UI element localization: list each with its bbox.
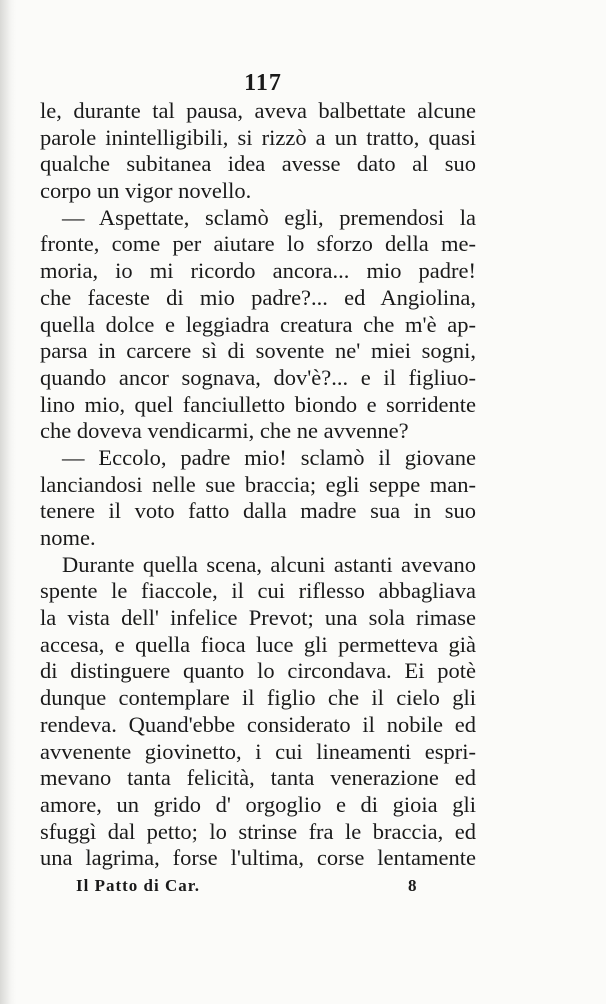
page-edge-shadow — [0, 0, 16, 1004]
text-line: avvenente giovinetto, i cui lineamenti espri- — [40, 738, 476, 764]
text-line: parole inintelligibili, si rizzò a un tratto, quasi — [40, 124, 476, 150]
page-number: 117 — [244, 70, 282, 96]
text-line: amore, un grido d' orgoglio e di gioia gli — [40, 791, 476, 817]
text-line: corpo un vigor novello. — [40, 178, 252, 204]
text-line: — Eccolo, padre mio! sclamò il giovane — [62, 444, 476, 470]
text-line: quando ancor sognava, dov'è?... e il figliuo- — [40, 364, 476, 390]
text-line: parsa in carcere sì di sovente ne' miei sogni, — [40, 338, 476, 364]
text-line: accesa, e quella fioca luce gli permetteva già — [40, 631, 476, 657]
text-line: quella dolce e leggiadra creatura che m'è ap- — [40, 311, 476, 337]
text-line: spente le fiaccole, il cui riflesso abbagliava — [40, 578, 476, 604]
text-line: moria, io mi ricordo ancora... mio padre! — [40, 258, 476, 284]
text-line: lanciandosi nelle sue braccia; egli seppe man- — [40, 471, 476, 497]
text-line: una lagrima, forse l'ultima, corse lentamente — [40, 845, 476, 871]
text-line: le, durante tal pausa, aveva balbettate alcune — [40, 98, 476, 123]
text-line: dunque contemplare il figlio che il cielo gli — [40, 685, 476, 711]
text-line: fronte, come per aiutare lo sforzo della me- — [40, 231, 476, 257]
text-line: rendeva. Quand'ebbe considerato il nobile ed — [40, 711, 476, 737]
running-title: Il Patto di Car. — [76, 876, 200, 895]
text-line: lino mio, quel fanciulletto biondo e sorridente — [40, 391, 476, 417]
text-line: Durante quella scena, alcuni astanti avevano — [62, 551, 476, 577]
text-line: qualche subitanea idea avesse dato al suo — [40, 151, 476, 177]
text-line: mevano tanta felicità, tanta venerazione ed — [40, 765, 476, 791]
signature-mark: 8 — [408, 876, 417, 895]
text-line: tenere il voto fatto dalla madre sua in suo — [40, 498, 476, 524]
text-line: la vista dell' infelice Prevot; una sola rimase — [40, 605, 476, 631]
body-text — [40, 98, 476, 872]
text-line: che faceste di mio padre?... ed Angiolina, — [40, 284, 476, 310]
text-line: di distinguere quanto lo circondava. Ei potè — [40, 658, 476, 684]
text-line: nome. — [40, 525, 96, 550]
text-line: sfuggì dal petto; lo strinse fra le braccia, ed — [40, 818, 476, 844]
text-line: che doveva vendicarmi, che ne avvenne? — [40, 418, 409, 444]
text-line: — Aspettate, sclamò egli, premendosi la — [62, 204, 476, 230]
